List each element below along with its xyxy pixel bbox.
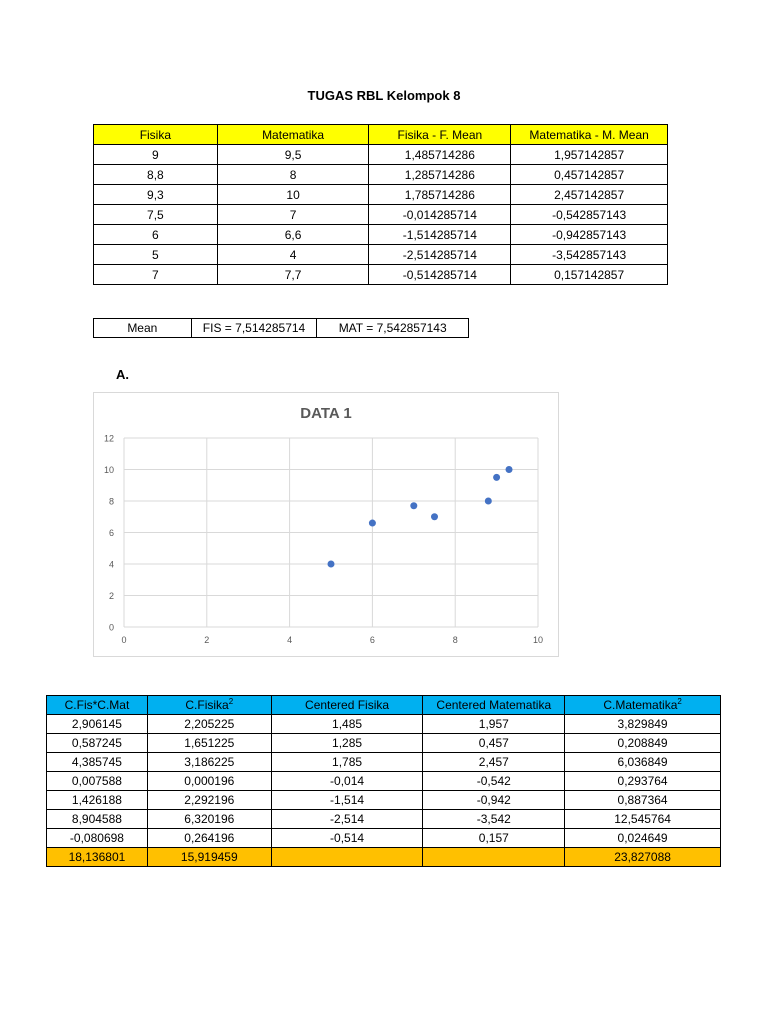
header-cell: Matematika - M. Mean [511,125,668,145]
total-cell: 23,827088 [565,848,721,867]
data-point [485,498,492,505]
table-cell: 2,457142857 [511,185,668,205]
table-cell: 2,457 [423,753,565,772]
table-cell: 2,906145 [47,715,148,734]
table-cell: 0,587245 [47,734,148,753]
table-cell: -1,514 [271,791,423,810]
header-cell: Centered Fisika [271,696,423,715]
table-cell: 0,157 [423,829,565,848]
table-row [94,319,469,338]
table-row [47,772,721,791]
mean-table [93,318,469,338]
mean-mat: MAT = 7,542857143 [317,319,469,338]
table-cell: 3,186225 [147,753,271,772]
table-cell: -0,514285714 [369,265,511,285]
table-cell: 4 [217,245,369,265]
table-cell: -0,942857143 [511,225,668,245]
table-cell: 0,000196 [147,772,271,791]
y-tick-label: 2 [108,591,114,601]
chart-title: DATA 1 [300,405,352,422]
x-tick-label: 0 [121,635,127,645]
table-cell: -0,542 [423,772,565,791]
table-cell: 3,829849 [565,715,721,734]
table-cell: 1,285714286 [369,165,511,185]
table-cell: -0,014 [271,772,423,791]
table-row [47,829,721,848]
table-cell: 0,264196 [147,829,271,848]
header-cell: Fisika [94,125,218,145]
superscript: 2 [228,697,234,706]
header-text: C.Matematika [603,698,678,712]
table-cell: 9,3 [94,185,218,205]
table-cell: 8,904588 [47,810,148,829]
y-tick-label: 8 [108,496,114,507]
table-cell: 1,485714286 [369,145,511,165]
table-cell: 1,485 [271,715,423,734]
mean-fis: FIS = 7,514285714 [191,319,317,338]
table-row [94,165,668,185]
table-cell: 1,785 [271,753,423,772]
total-cell: 18,136801 [47,848,148,867]
chart-svg [94,393,558,656]
y-tick-label: 12 [103,433,114,444]
table-header-row [47,696,721,715]
data-table [93,124,668,285]
header-cell: C.Fis*C.Mat [47,696,148,715]
table-cell: 1,785714286 [369,185,511,205]
total-cell: 15,919459 [147,848,271,867]
total-cell [271,848,423,867]
table-row [47,753,721,772]
table-row [47,715,721,734]
table-cell: 1,285 [271,734,423,753]
table-cell: 2,292196 [147,791,271,810]
x-tick-label: 2 [204,635,210,645]
table-row [94,205,668,225]
table-cell: 7 [217,205,369,225]
table-row [94,225,668,245]
data-point [506,466,513,473]
table-cell: 0,887364 [565,791,721,810]
header-cell: Fisika - F. Mean [369,125,511,145]
table-cell: -3,542857143 [511,245,668,265]
table-row [47,791,721,810]
table-cell: 8 [217,165,369,185]
totals-row [47,848,721,867]
mean-label: Mean [94,319,192,338]
y-tick-label: 10 [103,465,114,475]
header-text: C.Fisika [185,698,229,712]
data-point [328,561,335,568]
header-cell [147,696,271,715]
y-tick-label: 4 [108,559,114,570]
table-cell: -0,514 [271,829,423,848]
table-cell: 0,208849 [565,734,721,753]
table-row [47,810,721,829]
table-row [94,245,668,265]
table-cell: 6 [94,225,218,245]
table-cell: 0,157142857 [511,265,668,285]
table-cell: 6,036849 [565,753,721,772]
x-tick-label: 6 [369,635,375,645]
table-cell: 7,7 [217,265,369,285]
table-cell: 7,5 [94,205,218,225]
table-cell: 8,8 [94,165,218,185]
data-point [493,474,500,481]
header-cell [565,696,721,715]
table-cell: 12,545764 [565,810,721,829]
table-cell: -0,014285714 [369,205,511,225]
table-row [94,185,668,205]
table-cell: 7 [94,265,218,285]
total-cell [423,848,565,867]
table-cell: -3,542 [423,810,565,829]
table-cell: 0,007588 [47,772,148,791]
table-row [94,145,668,165]
table-row [94,265,668,285]
table-cell: 6,320196 [147,810,271,829]
table-cell: 9 [94,145,218,165]
table-cell: 2,205225 [147,715,271,734]
table-cell: 6,6 [217,225,369,245]
table-cell: 0,457142857 [511,165,668,185]
header-cell: Centered Matematika [423,696,565,715]
table-cell: 0,024649 [565,829,721,848]
data-point [369,520,376,527]
table-cell: 5 [94,245,218,265]
section-label: A. [116,367,129,382]
data-point [431,513,438,520]
table-cell: -0,080698 [47,829,148,848]
x-tick-label: 4 [287,635,293,645]
table-cell: -0,542857143 [511,205,668,225]
table-cell: 1,957142857 [511,145,668,165]
table-cell: 4,385745 [47,753,148,772]
x-tick-label: 8 [452,635,458,645]
table-cell: -2,514285714 [369,245,511,265]
table-row [47,734,721,753]
table-cell: 0,293764 [565,772,721,791]
table-cell: 1,651225 [147,734,271,753]
table-header-row [94,125,668,145]
superscript: 2 [677,697,682,706]
table-cell: 10 [217,185,369,205]
x-tick-label: 10 [532,635,544,645]
table-cell: 1,426188 [47,791,148,810]
scatter-chart [93,392,559,657]
table-cell: 9,5 [217,145,369,165]
data-point [410,502,417,509]
calc-table [46,695,721,867]
table-cell: -0,942 [423,791,565,810]
y-tick-label: 0 [108,622,114,633]
header-cell: Matematika [217,125,369,145]
table-cell: 0,457 [423,734,565,753]
y-tick-label: 6 [108,528,114,538]
page-title: TUGAS RBL Kelompok 8 [307,88,461,103]
table-cell: 1,957 [423,715,565,734]
table-cell: -1,514285714 [369,225,511,245]
table-cell: -2,514 [271,810,423,829]
